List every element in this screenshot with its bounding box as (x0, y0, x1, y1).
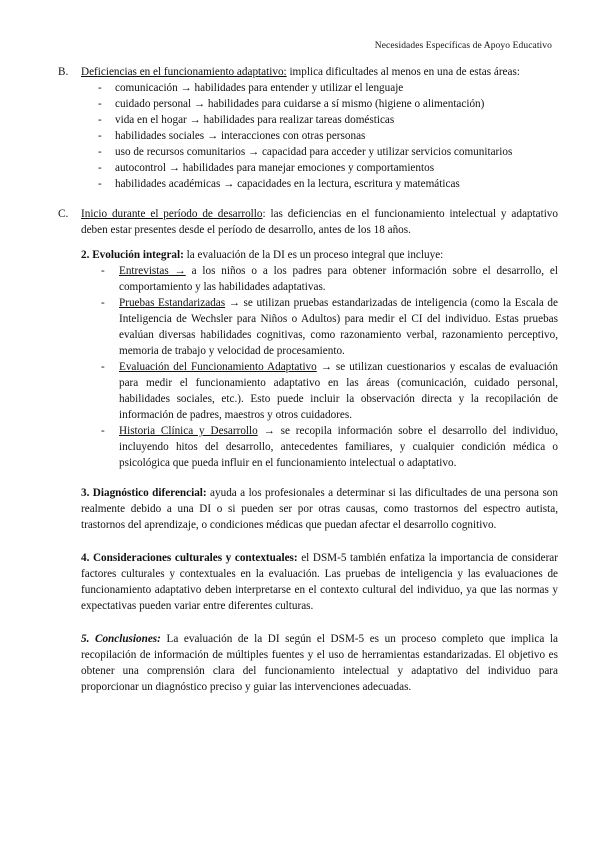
list-item (101, 359, 558, 423)
evaluation-text: → se recopila información sobre el desarrollo del individuo, incluyendo hitos del desarrollo, antecedentes familiares, y cualquier condición médica o psicológica que pueda influir en el funcionamiento intelectual o adaptativo. (119, 425, 558, 469)
list-item: - comunicación → habilidades para entender y utilizar el lenguaje (98, 80, 558, 96)
consideraciones-heading: 4. Consideraciones culturales y contextuales: (81, 552, 298, 564)
evaluation-term: Evaluación del Funcionamiento Adaptativo (119, 361, 317, 373)
evaluation-term: Historia Clínica y Desarrollo (119, 425, 258, 437)
list-item: - uso de recursos comunitarios → capacidad para acceder y utilizar servicios comunitarios (98, 144, 558, 160)
evaluation-text: → se utilizan cuestionarios y escalas de evaluación para medir el funcionamiento adaptativo en las áreas (comunicación, cuidado personal, habilidades sociales, etc.). Esto puede incluir la observación directa y la recopilación de información de padres, maestros y otros cuidadores. (119, 361, 558, 421)
list-item: - habilidades académicas → capacidades en la lectura, escritura y matemáticas (98, 176, 558, 192)
section-b-letter: B. (58, 66, 69, 78)
section-b-intro: implica dificultades al menos en una de estas áreas: (286, 66, 520, 78)
section-c-title: Inicio durante el período de desarrollo (81, 208, 263, 220)
section-b-heading (81, 64, 558, 80)
evaluation-list (81, 263, 558, 471)
list-item: - autocontrol → habilidades para manejar emociones y comportamientos (98, 160, 558, 176)
section-evaluation (58, 247, 558, 471)
section-conclusiones (58, 631, 558, 695)
evaluation-text: → se utilizan pruebas estandarizadas de inteligencia (como la Escala de Inteligencia de Wechsler para Niños o Adultos) para medir el CI del individuo. Estas pruebas evalúan diversas habilidades cognitivas, como razonamiento verbal, razonamiento perceptivo, memoria de trabajo y velocidad de procesamiento. (119, 297, 558, 357)
section-diagnostico (58, 485, 558, 533)
section-c (58, 206, 558, 238)
diagnostico-text: ayuda a los profesionales a determinar si las dificultades de una persona son realmente debido a una DI o si pueden ser por otras causas, como trastornos del espectro autista, trastornos del aprendizaje, o condiciones médicas que puedan afectar el desarrollo cognitivo. (81, 487, 558, 531)
conclusiones-text: La evaluación de la DI según el DSM-5 es un proceso completo que implica la recopilación de información de múltiples fuentes y el uso de herramientas estandarizadas. El objetivo es obtener una comprensión clara del funcionamiento intelectual y adaptativo del individuo para proporcionar un diagnóstico preciso y guiar las intervenciones adecuadas. (81, 633, 558, 693)
evaluation-intro: la evaluación de la DI es un proceso integral que incluye: (183, 249, 444, 261)
section-consideraciones (58, 550, 558, 614)
consideraciones-text: el DSM-5 también enfatiza la importancia de considerar factores culturales y contextuales en la evaluación. Las pruebas de inteligencia y las evaluaciones de funcionamiento adaptativo deben interpretarse en el contexto cultural del individuo, ya que las normas y expectativas pueden variar entre diferentes culturas. (81, 552, 559, 612)
diagnostico-heading: 3. Diagnóstico diferencial: (81, 487, 207, 499)
evaluation-heading: 2. Evolución integral: (81, 249, 184, 261)
list-item: - cuidado personal → habilidades para cuidarse a sí mismo (higiene o alimentación) (98, 96, 558, 112)
list-item (101, 295, 558, 359)
document-body (58, 64, 558, 695)
section-b-title: Deficiencias en el funcionamiento adaptativo: (81, 66, 287, 78)
section-c-paragraph (81, 206, 558, 238)
adaptive-areas-list (58, 80, 558, 192)
evaluation-text: a los niños o a los padres para obtener información sobre el desarrollo, el comportamiento y las habilidades adaptativas. (119, 265, 558, 293)
conclusiones-heading: 5. Conclusiones: (81, 633, 161, 645)
section-c-letter: C. (58, 208, 69, 220)
section-c-text: : las deficiencias en el funcionamiento intelectual y adaptativo deben estar presentes desde el período de desarrollo, antes de los 18 años. (81, 208, 558, 236)
list-item (101, 423, 558, 471)
evaluation-term: Pruebas Estandarizadas (119, 297, 226, 309)
evaluation-heading-line (81, 247, 558, 263)
list-item: - habilidades sociales → interacciones con otras personas (98, 128, 558, 144)
list-item (101, 263, 558, 295)
section-b (58, 64, 558, 80)
list-item: - vida en el hogar → habilidades para realizar tareas domésticas (98, 112, 558, 128)
evaluation-term: Entrevistas → (119, 265, 186, 277)
page-header: Necesidades Específicas de Apoyo Educativo (374, 41, 552, 51)
